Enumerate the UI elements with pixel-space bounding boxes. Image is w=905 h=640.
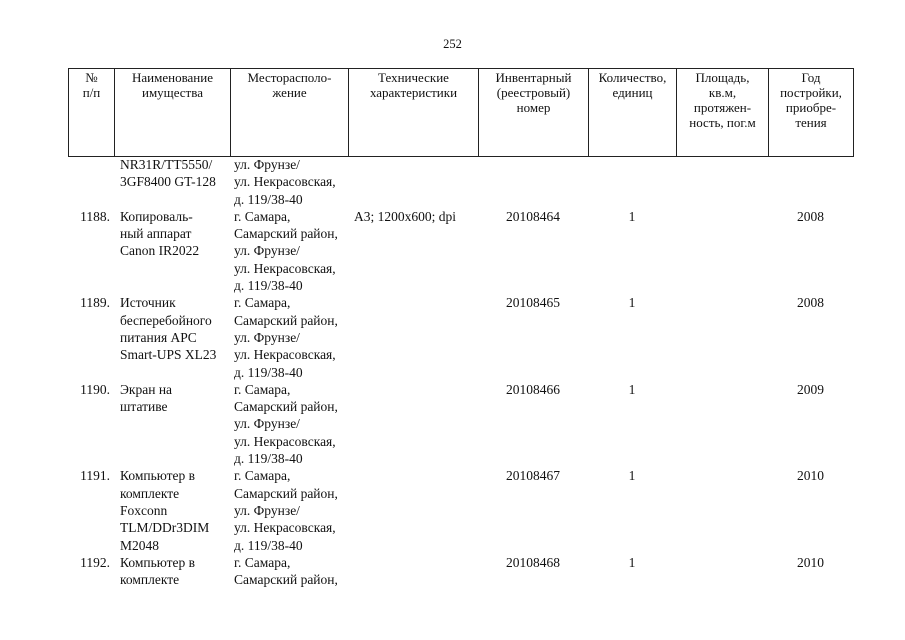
item-name: NR31R/TT5550/ 3GF8400 GT-128 xyxy=(120,157,216,190)
item-location: ул. Фрунзе/ ул. Некрасовская, д. 119/38-40 xyxy=(234,157,336,207)
item-area xyxy=(676,208,768,294)
table-row xyxy=(68,208,853,294)
item-quantity: 1 xyxy=(628,554,636,570)
item-year: 2008 xyxy=(797,208,824,224)
item-location: г. Самара, Самарский район, ул. Фрунзе/ ул. Некрасовская, д. 119/38-40 xyxy=(234,295,338,380)
item-tech xyxy=(348,467,478,553)
item-quantity: 1 xyxy=(628,295,636,311)
row-number: 1188. xyxy=(80,208,110,224)
table-row xyxy=(68,381,853,467)
item-tech: A3; 1200x600; dpi xyxy=(354,208,457,224)
item-year: 2009 xyxy=(797,381,824,397)
header-number: № п/п xyxy=(69,69,115,157)
item-area xyxy=(676,156,768,208)
table-row xyxy=(68,156,853,208)
item-location: г. Самара, Самарский район, ул. Фрунзе/ ул. Некрасовская, д. 119/38-40 xyxy=(234,468,338,553)
item-year: 2010 xyxy=(797,468,824,484)
table-row xyxy=(68,467,853,553)
property-table xyxy=(68,156,853,588)
row-number: 1189. xyxy=(80,295,110,311)
item-tech xyxy=(348,381,478,467)
page-number: 252 xyxy=(443,37,462,51)
item-inventory: 20108466 xyxy=(506,381,560,397)
item-inventory xyxy=(478,156,588,208)
header-tech: Технические характеристики xyxy=(349,69,479,157)
item-inventory: 20108465 xyxy=(506,295,560,311)
table-body xyxy=(68,156,853,588)
item-year: 2008 xyxy=(797,295,824,311)
item-inventory: 20108464 xyxy=(506,208,560,224)
item-area xyxy=(676,294,768,380)
header-location: Месторасполо- жение xyxy=(231,69,349,157)
table-row xyxy=(68,294,853,380)
row-number: 1191. xyxy=(80,468,110,484)
item-area xyxy=(676,554,768,589)
item-tech xyxy=(348,554,478,589)
table-header xyxy=(68,68,854,157)
item-name: Источник бесперебойного питания APC Smart-UPS XL23 xyxy=(120,295,217,363)
item-quantity: 1 xyxy=(628,468,636,484)
row-number: 1190. xyxy=(80,381,110,397)
header-year: Год постройки, приобре- тения xyxy=(769,69,854,157)
item-quantity: 1 xyxy=(628,208,636,224)
table-row xyxy=(68,554,853,589)
header-inventory: Инвентарный (реестровый) номер xyxy=(479,69,589,157)
header-area: Площадь, кв.м, протяжен- ность, пог.м xyxy=(677,69,769,157)
header-name: Наименование имущества xyxy=(115,69,231,157)
item-location: г. Самара, Самарский район, xyxy=(234,554,338,588)
item-name: Копироваль- ный аппарат Canon IR2022 xyxy=(120,208,200,259)
item-tech xyxy=(348,156,478,208)
item-year: 2010 xyxy=(797,554,824,570)
header-quantity: Количество, единиц xyxy=(589,69,677,157)
item-location: г. Самара, Самарский район, ул. Фрунзе/ ул. Некрасовская, д. 119/38-40 xyxy=(234,381,338,467)
item-name: Компьютер в комплекте xyxy=(120,554,196,588)
item-name: Экран на штативе xyxy=(120,381,173,415)
item-inventory: 20108468 xyxy=(506,554,560,570)
item-year xyxy=(768,156,853,208)
item-quantity: 1 xyxy=(628,381,636,397)
row-number: 1192. xyxy=(80,554,110,570)
item-inventory: 20108467 xyxy=(506,468,560,484)
row-number xyxy=(68,156,114,208)
item-quantity xyxy=(588,156,676,208)
item-area xyxy=(676,381,768,467)
item-tech xyxy=(348,294,478,380)
item-name: Компьютер в комплекте Foxconn TLM/DDr3DIM M2048 xyxy=(120,468,210,553)
item-location: г. Самара, Самарский район, ул. Фрунзе/ ул. Некрасовская, д. 119/38-40 xyxy=(234,208,338,294)
item-area xyxy=(676,467,768,553)
